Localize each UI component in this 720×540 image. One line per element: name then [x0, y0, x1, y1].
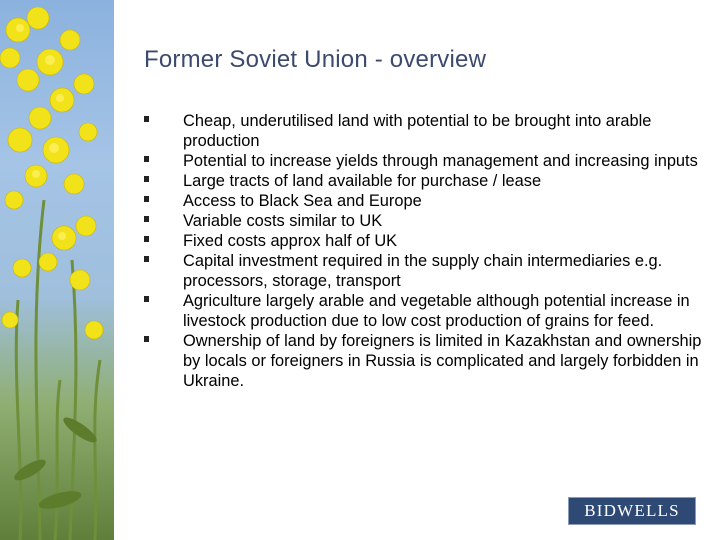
square-bullet-icon [144, 231, 154, 251]
bullet-text: Fixed costs approx half of UK [183, 232, 398, 250]
bullet-text: Agriculture largely arable and vegetable although potential increase in livestock production due to low cost production of grains for feed. [183, 292, 690, 330]
bullet-item [144, 171, 704, 191]
bullet-text: Variable costs similar to UK [183, 212, 383, 230]
bullet-item [144, 231, 704, 251]
square-bullet-icon [144, 331, 154, 351]
slide-title: Former Soviet Union - overview [144, 46, 487, 73]
bullet-item [144, 191, 704, 211]
bullet-item [144, 251, 704, 291]
bullet-text: Capital investment required in the supply chain intermediaries e.g. processors, storage, transport [183, 252, 663, 290]
bidwells-logo: BIDWELLS [568, 497, 696, 525]
bullet-text: Cheap, underutilised land with potential to be brought into arable production [183, 112, 652, 150]
bullet-text: Ownership of land by foreigners is limited in Kazakhstan and ownership by locals or foreigners in Russia is complicated and largely forbidden in Ukraine. [183, 332, 702, 390]
bullet-text: Large tracts of land available for purchase / lease [183, 172, 542, 190]
bullet-item [144, 211, 704, 231]
square-bullet-icon [144, 291, 154, 311]
square-bullet-icon [144, 191, 154, 211]
bullet-item [144, 151, 704, 171]
bullet-list [144, 111, 704, 391]
square-bullet-icon [144, 171, 154, 191]
bullet-text: Access to Black Sea and Europe [183, 192, 422, 210]
bullet-text: Potential to increase yields through management and increasing inputs [183, 152, 698, 170]
bullet-item [144, 111, 704, 151]
bullet-item [144, 331, 704, 391]
square-bullet-icon [144, 251, 154, 271]
bullet-item [144, 291, 704, 331]
square-bullet-icon [144, 211, 154, 231]
rapeseed-flower-photo [0, 0, 114, 540]
square-bullet-icon [144, 151, 154, 171]
square-bullet-icon [144, 111, 154, 131]
